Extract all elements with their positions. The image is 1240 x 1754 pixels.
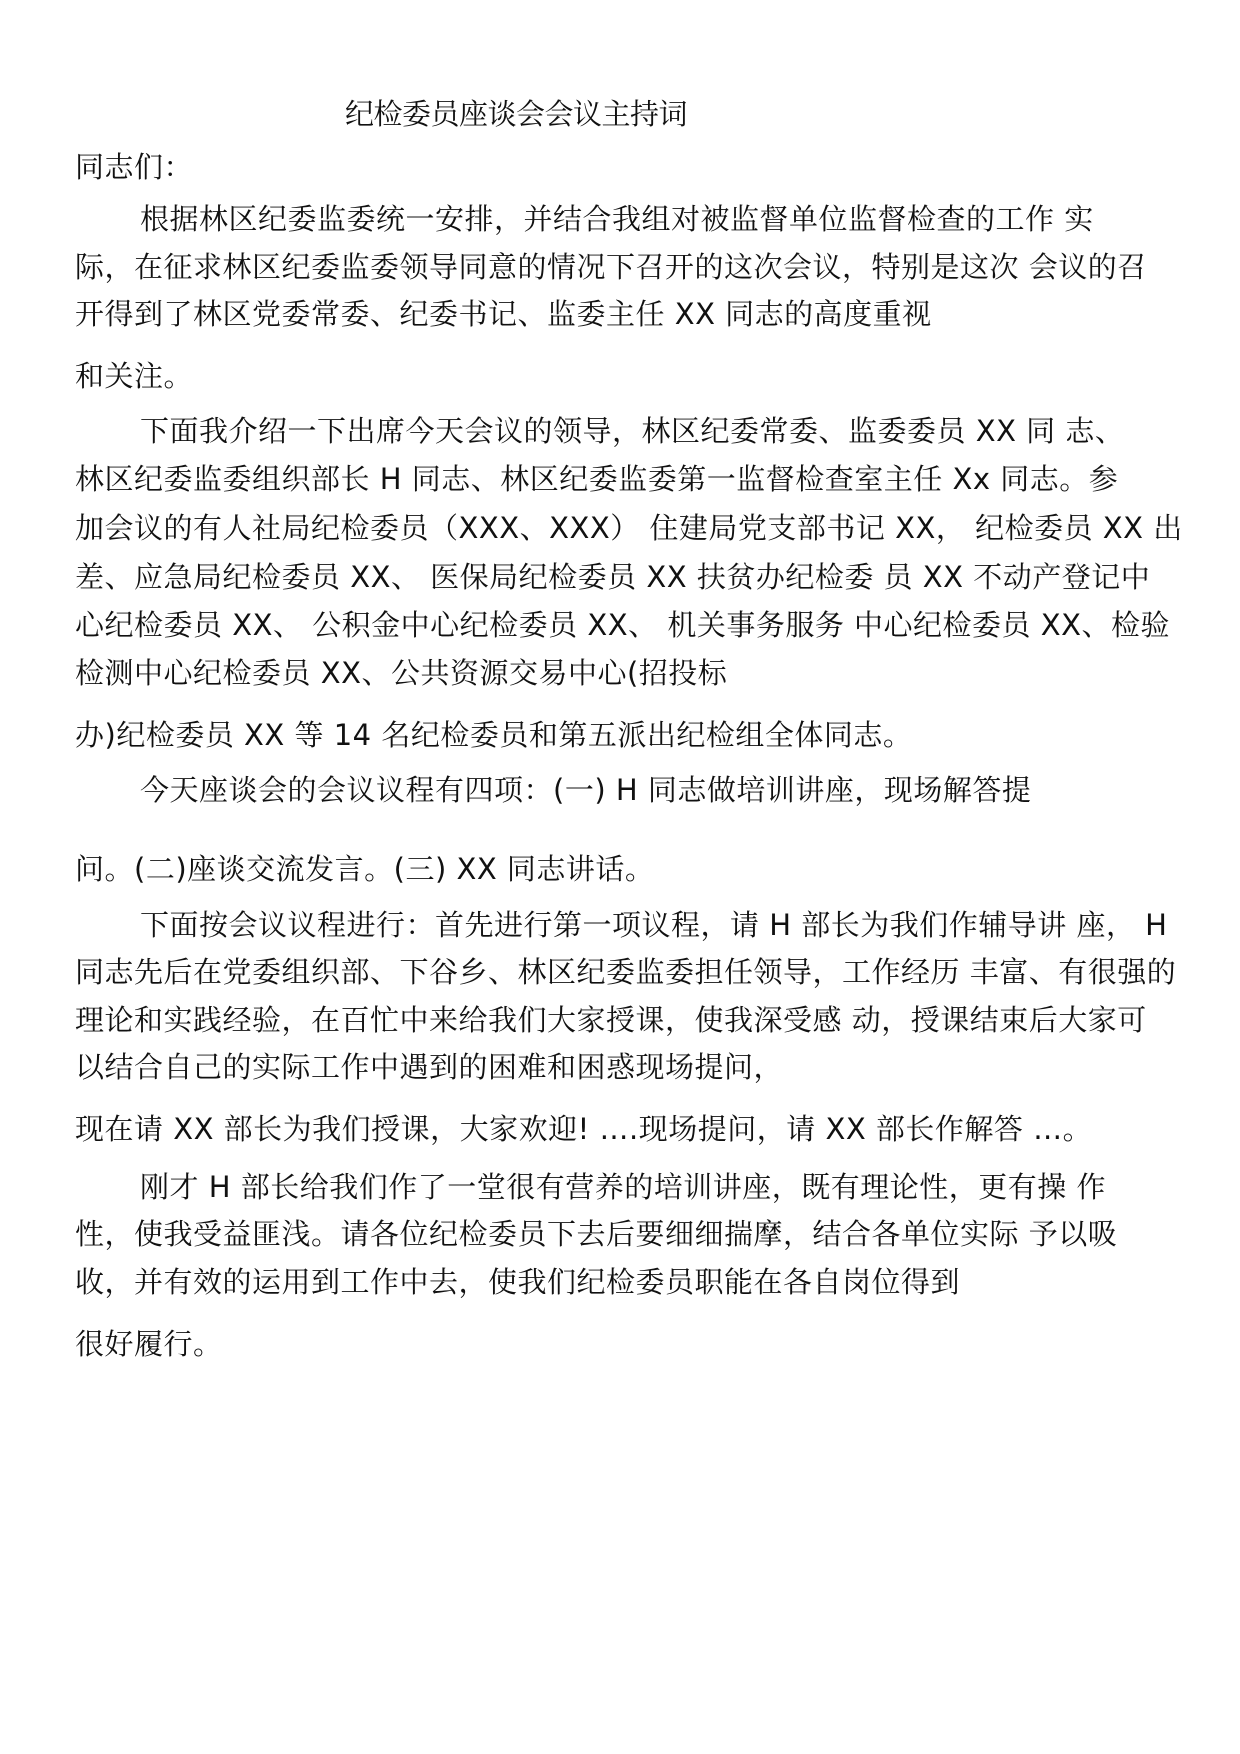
paragraph-line: 检测中心纪检委员 XX、公共资源交易中心(招投标 — [75, 656, 728, 690]
paragraph-line: 现在请 XX 部长为我们授课，大家欢迎! ….现场提问，请 XX 部长作解答 …。 — [75, 1112, 1093, 1146]
paragraph-line: 同志先后在党委组织部、下谷乡、林区纪委监委担任领导，工作经历 丰富、有很强的 — [75, 955, 1177, 989]
paragraph-line: 理论和实践经验，在百忙中来给我们大家授课，使我深受感 动，授课结束后大家可 — [75, 1003, 1147, 1037]
paragraph-line: 以结合自己的实际工作中遇到的困难和困惑现场提问， — [75, 1050, 784, 1084]
paragraph-line: 和关注。 — [75, 359, 194, 393]
paragraph-line: 下面我介绍一下出席今天会议的领导，林区纪委常委、监委委员 XX 同 志、 — [140, 414, 1125, 448]
paragraph-line: 性，使我受益匪浅。请各位纪检委员下去后要细细揣摩，结合各单位实际 予以吸 — [75, 1217, 1118, 1251]
paragraph-line: 差、应急局纪检委员 XX、 医保局纪检委员 XX 扶贫办纪检委 员 XX 不动产登记中 — [75, 560, 1151, 594]
paragraph-line: 下面按会议议程进行：首先进行第一项议程，请 H 部长为我们作辅导讲 座， H — [140, 908, 1168, 942]
paragraph-line: 际，在征求林区纪委监委领导同意的情况下召开的这次会议，特别是这次 会议的召 — [75, 250, 1147, 284]
salutation: 同志们： — [75, 150, 194, 184]
paragraph-line: 问。(二)座谈交流发言。(三) XX 同志讲话。 — [75, 852, 655, 886]
paragraph-line: 加会议的有人社局纪检委员（XXX、XXX） 住建局党支部书记 XX， 纪检委员 XX 出 — [75, 511, 1183, 545]
paragraph-line: 刚才 H 部长给我们作了一堂很有营养的培训讲座，既有理论性，更有操 作 — [140, 1170, 1106, 1204]
document-title: 纪检委员座谈会会议主持词 — [345, 97, 688, 131]
paragraph-line: 心纪检委员 XX、 公积金中心纪检委员 XX、 机关事务服务 中心纪检委员 XX、检验 — [75, 608, 1171, 642]
paragraph-line: 今天座谈会的会议议程有四项：(一) H 同志做培训讲座，现场解答提 — [140, 773, 1032, 807]
paragraph-line: 林区纪委监委组织部长 H 同志、林区纪委监委第一监督检查室主任 Xx 同志。参 — [75, 462, 1119, 496]
paragraph-line: 办)纪检委员 XX 等 14 名纪检委员和第五派出纪检组全体同志。 — [75, 718, 913, 752]
paragraph-line: 收，并有效的运用到工作中去，使我们纪检委员职能在各自岗位得到 — [75, 1265, 961, 1299]
paragraph-line: 根据林区纪委监委统一安排，并结合我组对被监督单位监督检查的工作 实 — [140, 202, 1094, 236]
paragraph-line: 开得到了林区党委常委、纪委书记、监委主任 XX 同志的高度重视 — [75, 297, 932, 331]
paragraph-line: 很好履行。 — [75, 1327, 223, 1361]
